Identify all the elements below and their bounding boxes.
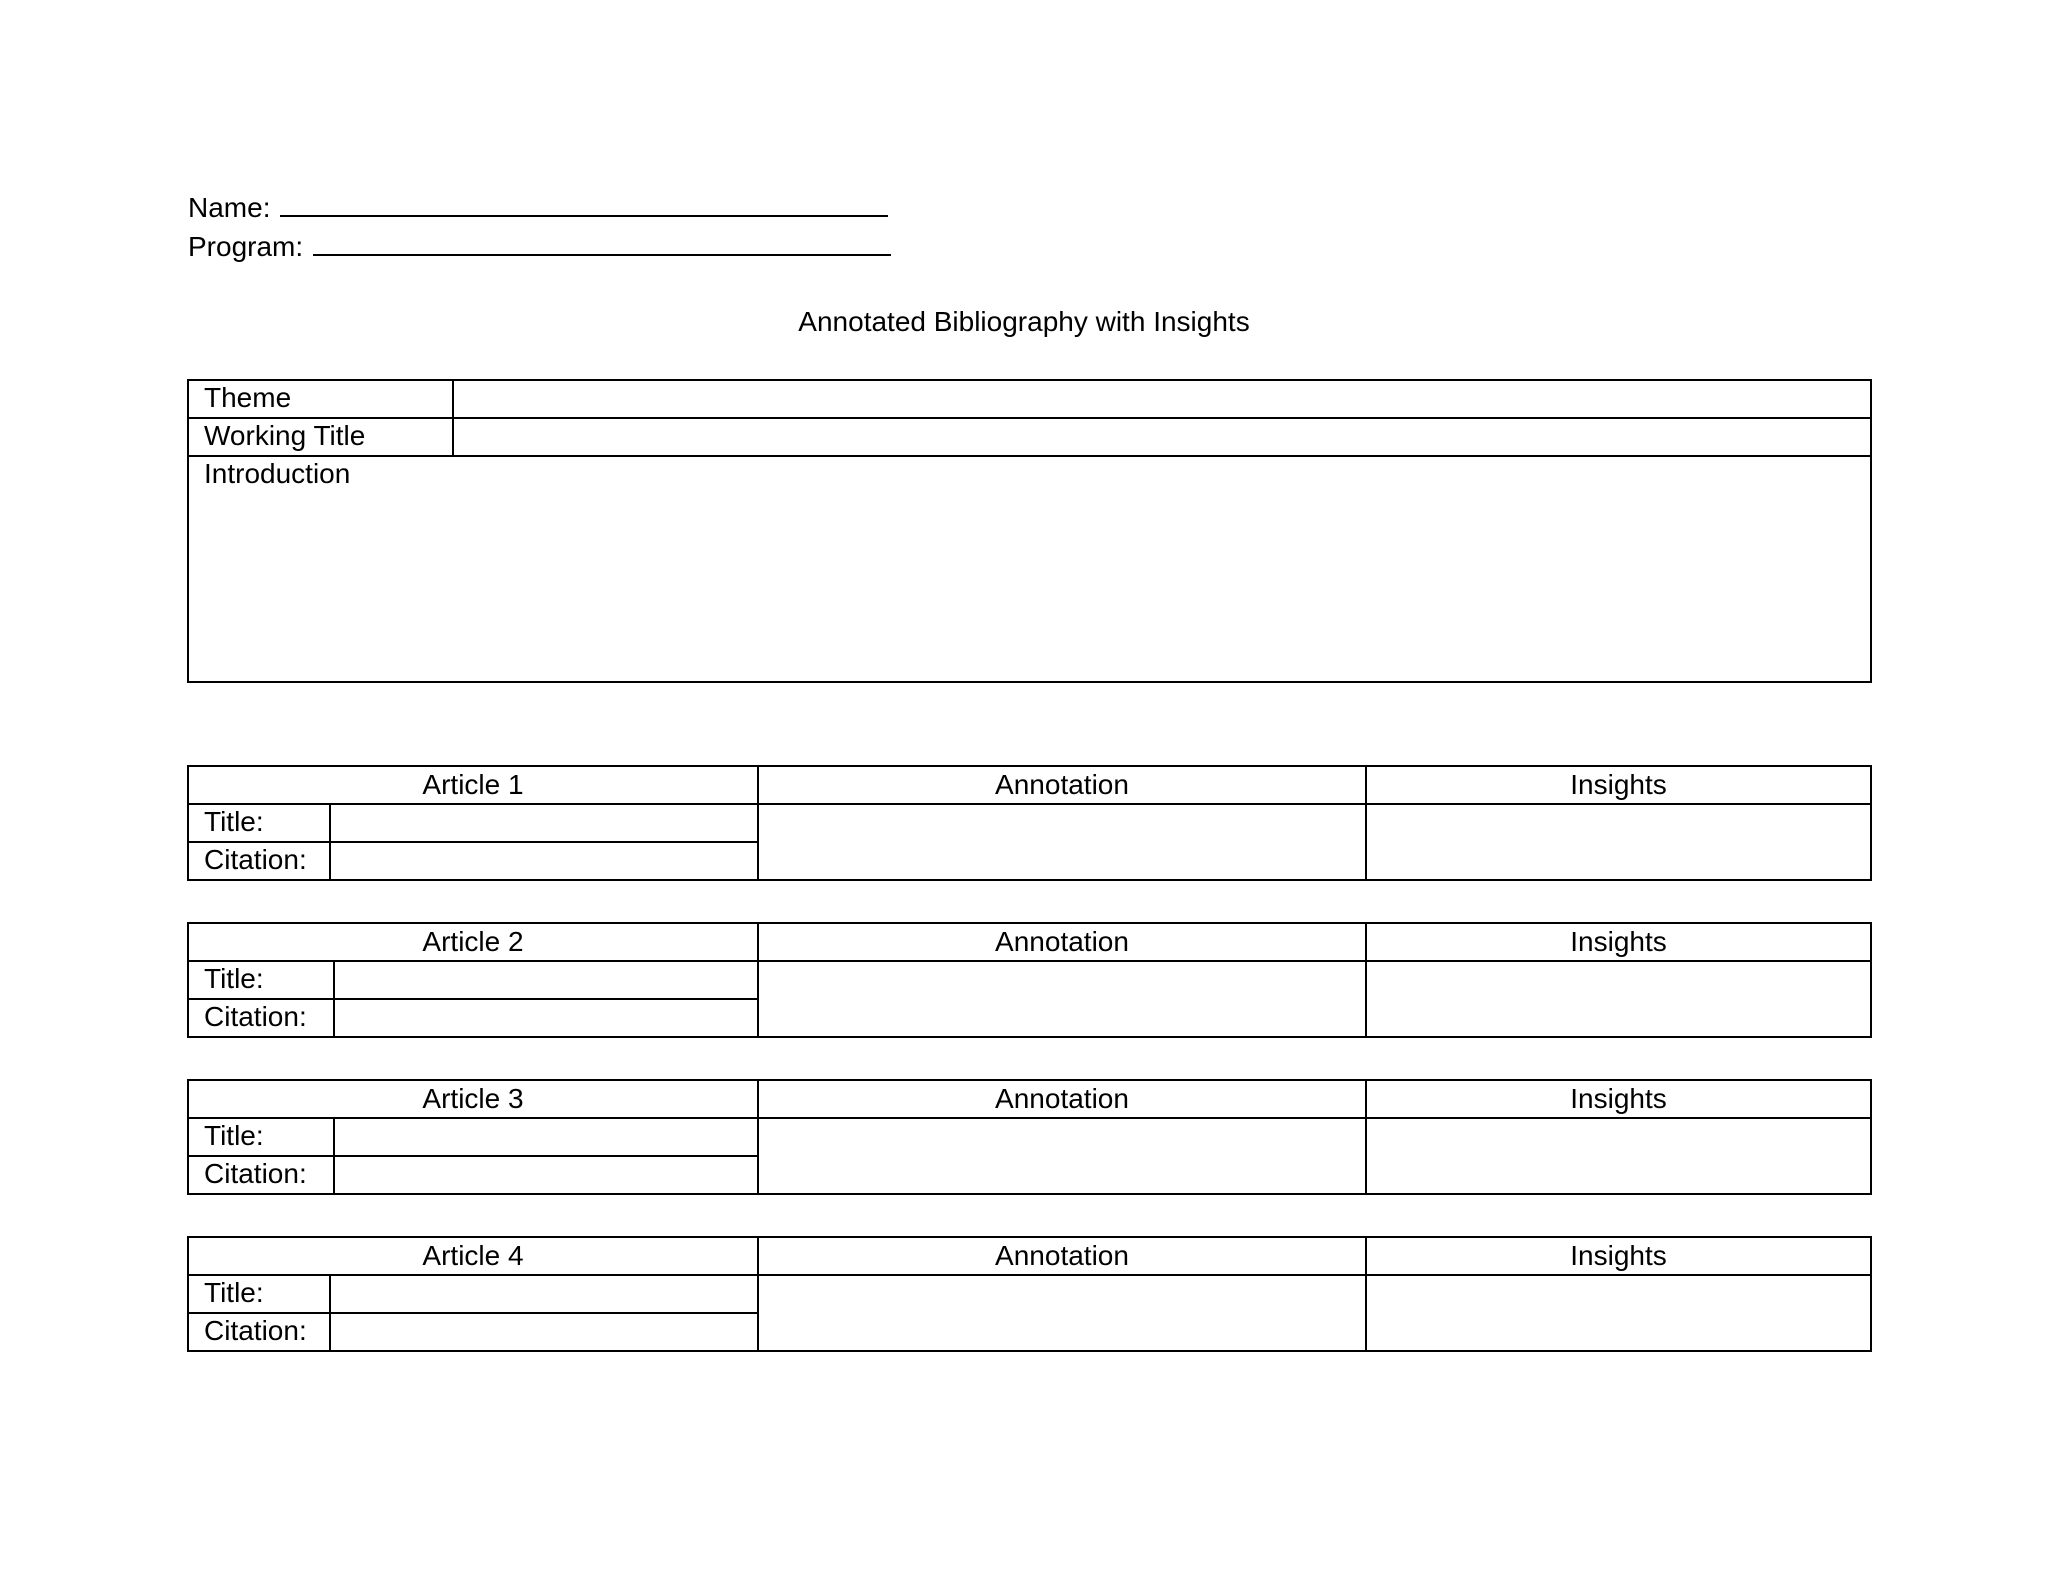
introduction-label: Introduction — [204, 458, 351, 489]
theme-label: Theme — [188, 380, 453, 418]
insights-cell[interactable] — [1366, 961, 1871, 1037]
annotation-cell[interactable] — [758, 1118, 1366, 1194]
citation-label: Citation: — [188, 1156, 334, 1194]
article-title-row — [188, 804, 1871, 842]
theme-value-cell[interactable] — [453, 380, 1871, 418]
citation-value-cell[interactable] — [330, 1313, 758, 1351]
insights-cell[interactable] — [1366, 1275, 1871, 1351]
annotation-cell[interactable] — [758, 804, 1366, 880]
theme-row — [188, 380, 1871, 418]
working-title-value-cell[interactable] — [453, 418, 1871, 456]
article-header: Article 4 — [188, 1237, 758, 1275]
program-field-row — [188, 229, 891, 265]
citation-value-cell[interactable] — [330, 842, 758, 880]
annotation-header: Annotation — [758, 766, 1366, 804]
document-title: Annotated Bibliography with Insights — [798, 306, 1250, 337]
article-header: Article 1 — [188, 766, 758, 804]
title-value-cell[interactable] — [330, 1275, 758, 1313]
working-title-label: Working Title — [188, 418, 453, 456]
article-header-row — [188, 766, 1871, 804]
article-header-row — [188, 923, 1871, 961]
article-header-row — [188, 1080, 1871, 1118]
title-value-cell[interactable] — [334, 961, 758, 999]
insights-header: Insights — [1366, 1237, 1871, 1275]
citation-label: Citation: — [188, 999, 334, 1037]
name-label: Name: — [188, 192, 271, 223]
article-table — [187, 765, 1872, 881]
insights-cell[interactable] — [1366, 1118, 1871, 1194]
name-field-row — [188, 190, 888, 226]
program-blank-line[interactable] — [313, 230, 891, 256]
program-label: Program: — [188, 231, 304, 262]
insights-header: Insights — [1366, 1080, 1871, 1118]
annotation-header: Annotation — [758, 1237, 1366, 1275]
citation-value-cell[interactable] — [334, 999, 758, 1037]
insights-cell[interactable] — [1366, 804, 1871, 880]
annotation-header: Annotation — [758, 1080, 1366, 1118]
article-table — [187, 1236, 1872, 1352]
title-label: Title: — [188, 1275, 330, 1313]
article-header-row — [188, 1237, 1871, 1275]
annotation-cell[interactable] — [758, 961, 1366, 1037]
citation-label: Citation: — [188, 1313, 330, 1351]
annotation-cell[interactable] — [758, 1275, 1366, 1351]
article-title-row — [188, 961, 1871, 999]
article-title-row — [188, 1275, 1871, 1313]
working-title-row — [188, 418, 1871, 456]
annotation-header: Annotation — [758, 923, 1366, 961]
title-label: Title: — [188, 961, 334, 999]
title-value-cell[interactable] — [330, 804, 758, 842]
article-header: Article 2 — [188, 923, 758, 961]
insights-header: Insights — [1366, 923, 1871, 961]
title-label: Title: — [188, 1118, 334, 1156]
insights-header: Insights — [1366, 766, 1871, 804]
info-table — [187, 379, 1872, 683]
citation-label: Citation: — [188, 842, 330, 880]
article-header: Article 3 — [188, 1080, 758, 1118]
name-blank-line[interactable] — [280, 191, 888, 217]
title-value-cell[interactable] — [334, 1118, 758, 1156]
introduction-row — [188, 456, 1871, 682]
title-label: Title: — [188, 804, 330, 842]
article-table — [187, 1079, 1872, 1195]
introduction-cell[interactable] — [188, 456, 1871, 682]
citation-value-cell[interactable] — [334, 1156, 758, 1194]
article-table — [187, 922, 1872, 1038]
article-title-row — [188, 1118, 1871, 1156]
